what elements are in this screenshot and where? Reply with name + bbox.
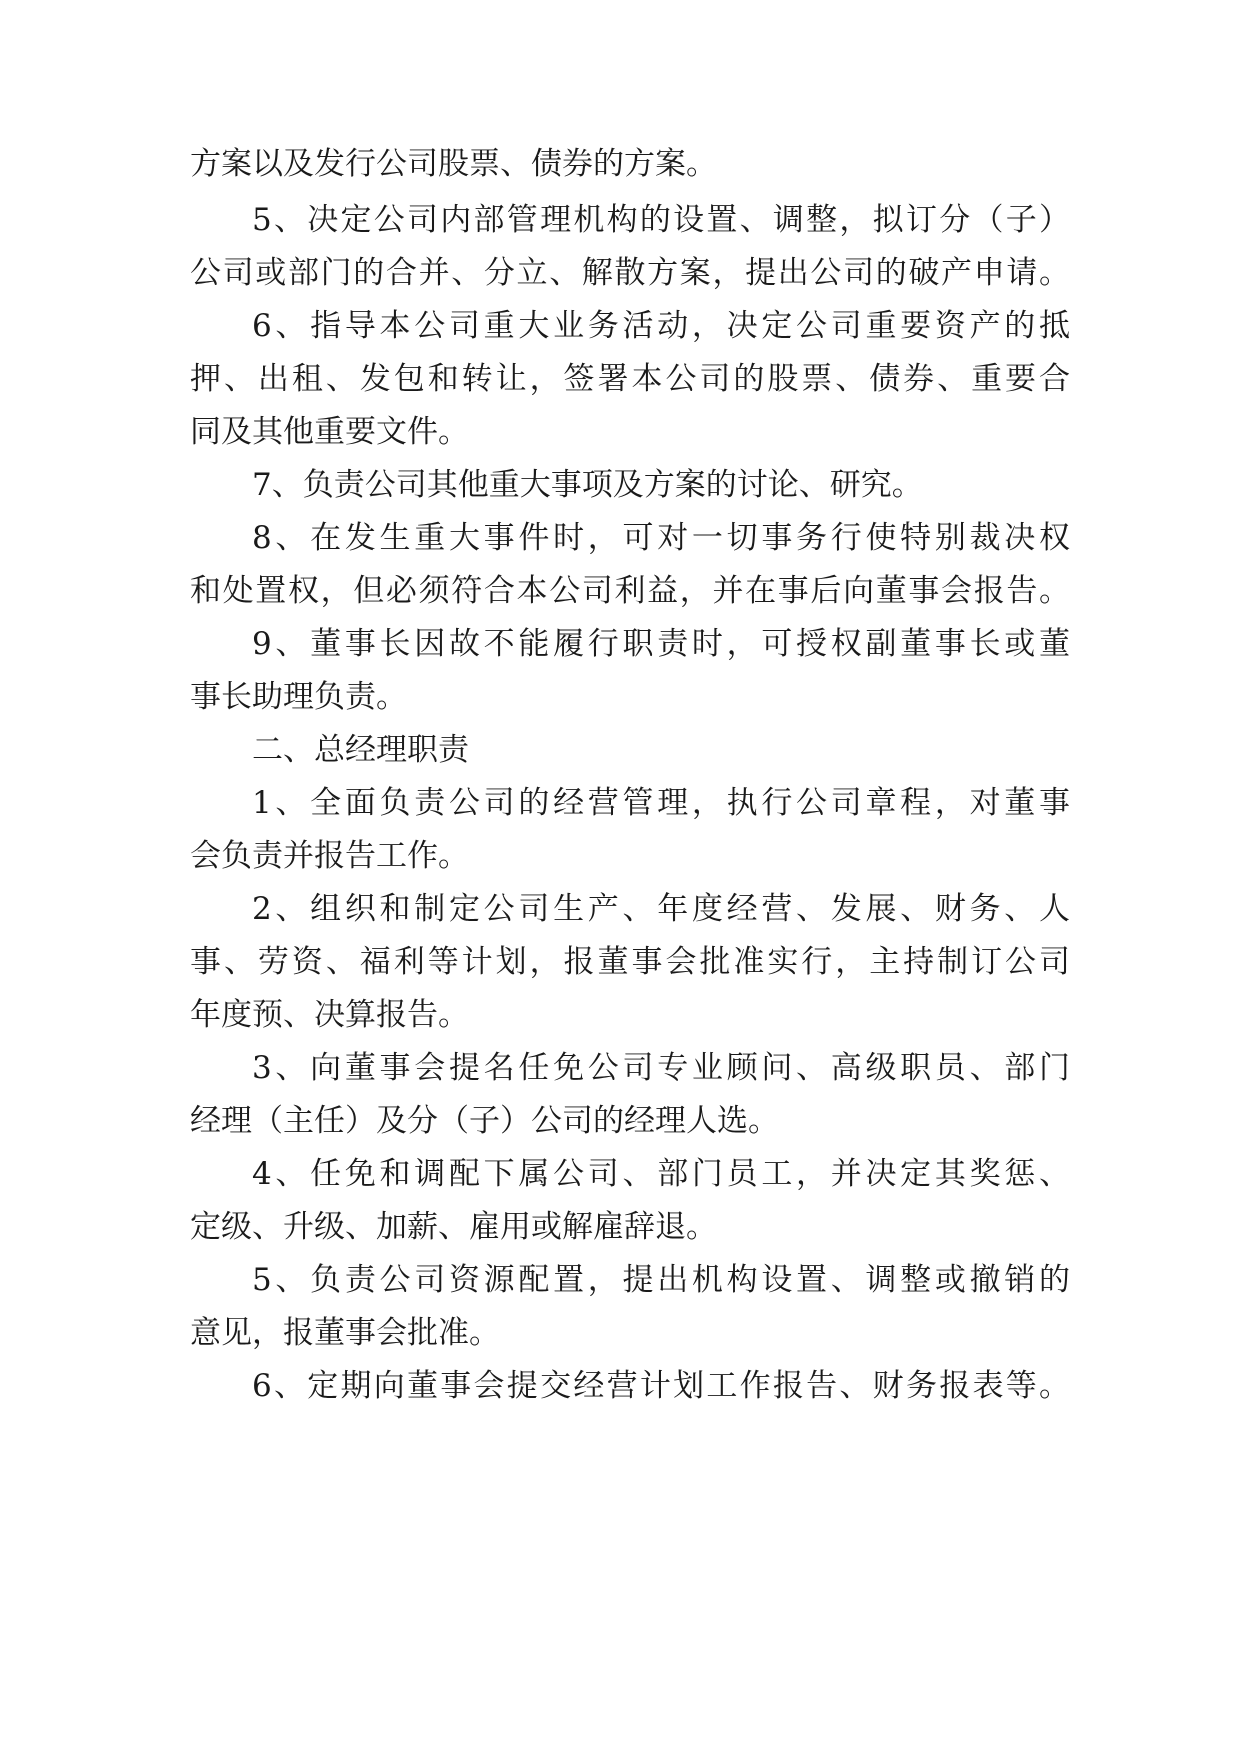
text-line: 经理（主任）及分（子）公司的经理人选。 — [190, 1103, 779, 1139]
section-heading: 二、总经理职责 — [252, 732, 469, 768]
text-line: 方案以及发行公司股票、债券的方案。 — [190, 146, 717, 182]
text-line: 事、劳资、福利等计划，报董事会批准实行，主持制订公司 — [190, 944, 1070, 980]
text-line: 押、出租、发包和转让，签署本公司的股票、债券、重要合 — [190, 361, 1070, 397]
text-line: 事长助理负责。 — [190, 679, 407, 715]
text-line: 6、指导本公司重大业务活动，决定公司重要资产的抵 — [252, 308, 1070, 344]
text-line: 同及其他重要文件。 — [190, 414, 469, 450]
text-line: 定级、升级、加薪、雇用或解雇辞退。 — [190, 1209, 717, 1245]
text-line: 会负责并报告工作。 — [190, 838, 469, 874]
text-line: 7、负责公司其他重大事项及方案的讨论、研究。 — [252, 467, 923, 503]
text-line: 8、在发生重大事件时，可对一切事务行使特别裁决权 — [252, 520, 1070, 556]
text-line: 5、决定公司内部管理机构的设置、调整，拟订分（子） — [252, 202, 1070, 238]
text-line: 9、董事长因故不能履行职责时，可授权副董事长或董 — [252, 626, 1070, 662]
text-line: 1、全面负责公司的经营管理，执行公司章程，对董事 — [252, 785, 1070, 821]
text-line: 2、组织和制定公司生产、年度经营、发展、财务、人 — [252, 891, 1070, 927]
text-line: 5、负责公司资源配置，提出机构设置、调整或撤销的 — [252, 1262, 1070, 1298]
text-line: 公司或部门的合并、分立、解散方案，提出公司的破产申请。 — [190, 255, 1070, 291]
text-line: 6、定期向董事会提交经营计划工作报告、财务报表等。 — [252, 1368, 1070, 1404]
text-line: 4、任免和调配下属公司、部门员工，并决定其奖惩、 — [252, 1156, 1070, 1192]
text-line: 年度预、决算报告。 — [190, 997, 469, 1033]
text-line: 3、向董事会提名任免公司专业顾问、高级职员、部门 — [252, 1050, 1070, 1086]
text-line: 意见，报董事会批准。 — [190, 1315, 500, 1351]
text-line: 和处置权，但必须符合本公司利益，并在事后向董事会报告。 — [190, 573, 1070, 609]
